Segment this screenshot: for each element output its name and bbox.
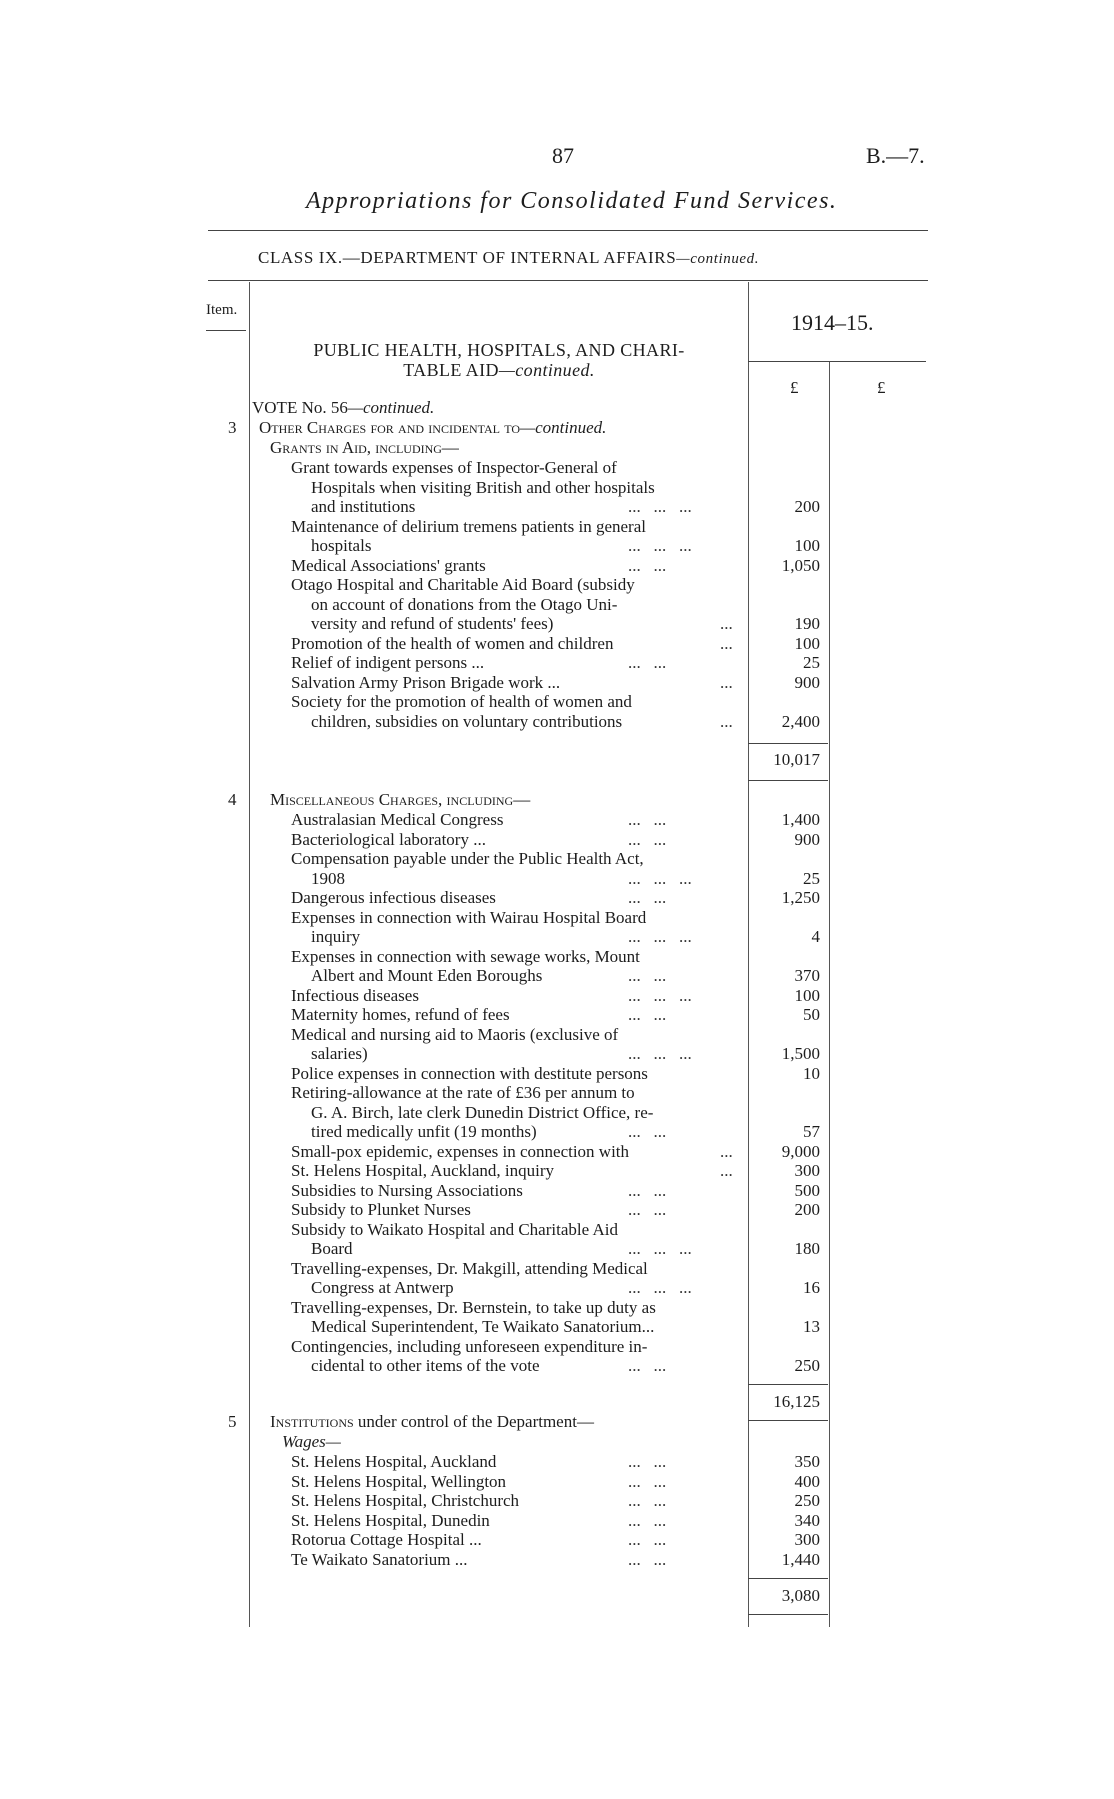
line-amount: 900 bbox=[794, 829, 820, 849]
line-description: Society for the promotion of health of women and bbox=[291, 692, 632, 711]
line-description: St. Helens Hospital, Auckland bbox=[291, 1452, 497, 1471]
list-item bbox=[0, 517, 1114, 537]
leader-dots: ... ... bbox=[628, 653, 667, 672]
line-amount: 50 bbox=[803, 1005, 820, 1024]
item5-heading-rest: under control of the Department— bbox=[353, 1412, 594, 1431]
list-item bbox=[0, 1220, 1114, 1240]
line-description: Promotion of the health of women and children bbox=[291, 633, 614, 653]
leader-dots: ... ... ... bbox=[628, 985, 692, 1005]
line-description: Travelling-expenses, Dr. Makgill, attending Medical bbox=[291, 1258, 648, 1278]
line-description: and institutions bbox=[311, 497, 416, 516]
list-item bbox=[0, 1025, 1114, 1045]
line-description: Compensation payable under the Public Health Act, bbox=[291, 849, 644, 868]
class-heading bbox=[258, 248, 759, 268]
year-header: 1914–15. bbox=[791, 310, 874, 335]
section-title-line2-text: TABLE AID bbox=[403, 360, 499, 380]
item5-total-rule-bottom bbox=[748, 1614, 828, 1615]
class-rule bbox=[208, 280, 928, 281]
item-number-4: 4 bbox=[228, 790, 237, 809]
leader-dots: ... ... bbox=[628, 888, 667, 907]
item3-subheading: Grants in Aid, including— bbox=[270, 438, 459, 457]
line-amount: 300 bbox=[794, 1530, 820, 1549]
line-description: on account of donations from the Otago Uni- bbox=[311, 594, 618, 614]
leader-dots: ... ... bbox=[628, 810, 667, 829]
line-amount: 57 bbox=[803, 1122, 820, 1141]
list-item bbox=[0, 888, 1114, 908]
leader-dots: ... ... bbox=[628, 966, 667, 985]
item3-total: 10,017 bbox=[773, 750, 820, 769]
leader-dots: ... ... bbox=[628, 1491, 667, 1510]
list-item bbox=[0, 1044, 1114, 1064]
list-item bbox=[0, 849, 1114, 869]
line-description: salaries) bbox=[311, 1044, 368, 1063]
line-amount: 1,250 bbox=[781, 888, 820, 907]
item4-heading: Miscellaneous Charges, including— bbox=[270, 790, 531, 809]
line-description: Expenses in connection with Wairau Hospital Board bbox=[291, 907, 647, 927]
item-number-5: 5 bbox=[228, 1412, 237, 1431]
leader-dots: ... ... bbox=[628, 1180, 667, 1200]
leader-dots: ... ... bbox=[628, 1452, 667, 1471]
line-amount: 1,400 bbox=[781, 810, 820, 829]
list-item bbox=[0, 458, 1114, 478]
list-item bbox=[0, 1064, 1114, 1084]
line-amount: 370 bbox=[794, 966, 820, 985]
line-description: Maternity homes, refund of fees bbox=[291, 1005, 510, 1024]
line-description: G. A. Birch, late clerk Dunedin District Office, re- bbox=[311, 1102, 654, 1122]
line-description: Hospitals when visiting British and other hospitals bbox=[311, 477, 655, 497]
line-description: St. Helens Hospital, Dunedin bbox=[291, 1510, 490, 1530]
list-item bbox=[0, 1161, 1114, 1181]
list-item bbox=[0, 908, 1114, 928]
item4-total-rule-top bbox=[748, 1384, 828, 1385]
list-item bbox=[0, 810, 1114, 830]
list-item bbox=[0, 1083, 1114, 1103]
class-heading-continued: —continued. bbox=[676, 251, 760, 267]
list-item bbox=[0, 478, 1114, 498]
line-amount: 13 bbox=[803, 1317, 820, 1336]
line-description: Police expenses in connection with destitute persons bbox=[291, 1063, 648, 1083]
class-heading-text: CLASS IX.—DEPARTMENT OF INTERNAL AFFAIRS bbox=[258, 248, 677, 267]
list-item bbox=[0, 947, 1114, 967]
line-description: Otago Hospital and Charitable Aid Board (subsidy bbox=[291, 575, 635, 594]
list-item bbox=[0, 556, 1114, 576]
line-amount: 1,500 bbox=[781, 1044, 820, 1063]
list-item bbox=[0, 1103, 1114, 1123]
list-item bbox=[0, 1122, 1114, 1142]
line-description: Expenses in connection with sewage works, Mount bbox=[291, 946, 640, 966]
line-amount: 4 bbox=[811, 927, 820, 946]
line-amount: 300 bbox=[794, 1161, 820, 1180]
line-description: St. Helens Hospital, Auckland, inquiry bbox=[291, 1161, 555, 1180]
list-item bbox=[0, 966, 1114, 986]
leader-dots: ... ... bbox=[628, 1530, 667, 1549]
list-item bbox=[0, 1239, 1114, 1259]
leader-dots: ... ... ... bbox=[628, 1239, 692, 1258]
list-item bbox=[0, 634, 1114, 654]
line-amount: 1,440 bbox=[781, 1549, 820, 1569]
line-description: Medical Superintendent, Te Waikato Sanatorium... bbox=[311, 1317, 655, 1336]
leader-dots: ... bbox=[720, 1161, 733, 1180]
line-amount: 25 bbox=[803, 653, 820, 672]
leader-dots: ... ... ... bbox=[628, 1278, 692, 1297]
list-item bbox=[0, 497, 1114, 517]
list-item bbox=[0, 536, 1114, 556]
line-description: cidental to other items of the vote bbox=[311, 1356, 540, 1375]
list-item bbox=[0, 595, 1114, 615]
line-amount: 350 bbox=[794, 1452, 820, 1471]
line-amount: 100 bbox=[794, 633, 820, 653]
item-column-header: Item. bbox=[206, 302, 238, 318]
line-amount: 500 bbox=[794, 1180, 820, 1200]
line-amount: 190 bbox=[794, 614, 820, 633]
vote-number-text: VOTE No. 56 bbox=[252, 398, 348, 417]
page-number: 87 bbox=[552, 143, 574, 168]
section-title-line1: PUBLIC HEALTH, HOSPITALS, AND CHARI- bbox=[313, 340, 685, 360]
line-amount: 100 bbox=[794, 985, 820, 1005]
pound-sign-left: £ bbox=[790, 378, 799, 397]
list-item bbox=[0, 869, 1114, 889]
list-item bbox=[0, 575, 1114, 595]
list-item bbox=[0, 830, 1114, 850]
line-description: Contingencies, including unforeseen expenditure in- bbox=[291, 1336, 648, 1356]
list-item bbox=[0, 927, 1114, 947]
leader-dots: ... ... bbox=[628, 829, 667, 849]
item5-heading bbox=[270, 1412, 594, 1432]
section-title-continued: —continued. bbox=[498, 360, 595, 380]
leader-dots: ... bbox=[720, 614, 733, 633]
line-description: inquiry bbox=[311, 927, 361, 946]
line-description: children, subsidies on voluntary contributions bbox=[311, 711, 623, 731]
line-amount: 400 bbox=[794, 1471, 820, 1491]
leader-dots: ... bbox=[720, 711, 733, 731]
leader-dots: ... ... bbox=[628, 1122, 667, 1141]
list-item bbox=[0, 1491, 1114, 1511]
line-description: Subsidies to Nursing Associations bbox=[291, 1180, 523, 1200]
leader-dots: ... ... bbox=[628, 1510, 667, 1530]
line-description: Travelling-expenses, Dr. Bernstein, to take up duty as bbox=[291, 1297, 656, 1317]
list-item bbox=[0, 1356, 1114, 1376]
item3-total-rule-top bbox=[748, 743, 828, 744]
line-amount: 9,000 bbox=[781, 1141, 820, 1161]
list-item bbox=[0, 692, 1114, 712]
line-amount: 250 bbox=[794, 1356, 820, 1375]
line-amount: 340 bbox=[794, 1510, 820, 1530]
vote-continued: —continued. bbox=[347, 398, 435, 417]
year-header-rule bbox=[748, 361, 926, 362]
line-description: Subsidy to Plunket Nurses bbox=[291, 1200, 471, 1219]
item4-total: 16,125 bbox=[773, 1392, 820, 1411]
line-amount: 25 bbox=[803, 868, 820, 888]
page-title: Appropriations for Consolidated Fund Services. bbox=[306, 188, 838, 214]
item3-heading-continued: —continued. bbox=[520, 418, 607, 437]
line-description: Maintenance of delirium tremens patients in general bbox=[291, 516, 646, 536]
line-description: Retiring-allowance at the rate of £36 per annum to bbox=[291, 1083, 635, 1102]
item3-heading-text: Other Charges for and incidental to bbox=[259, 418, 521, 437]
list-item bbox=[0, 1259, 1114, 1279]
vote-number bbox=[252, 398, 434, 418]
leader-dots: ... bbox=[720, 633, 733, 653]
item-header-rule bbox=[206, 330, 246, 331]
leader-dots: ... ... ... bbox=[628, 927, 692, 946]
line-amount: 200 bbox=[794, 1200, 820, 1219]
title-rule bbox=[208, 230, 928, 231]
line-description: Congress at Antwerp bbox=[311, 1278, 454, 1297]
line-amount: 16 bbox=[803, 1278, 820, 1297]
list-item bbox=[0, 1181, 1114, 1201]
leader-dots: ... ... bbox=[628, 1549, 667, 1569]
leader-dots: ... ... bbox=[628, 1005, 667, 1024]
line-description: Salvation Army Prison Brigade work ... bbox=[291, 672, 561, 692]
list-item bbox=[0, 1530, 1114, 1550]
line-amount: 900 bbox=[794, 672, 820, 692]
leader-dots: ... bbox=[720, 672, 733, 692]
line-description: Medical and nursing aid to Maoris (exclusive of bbox=[291, 1024, 619, 1044]
line-description: Medical Associations' grants bbox=[291, 555, 486, 575]
line-amount: 2,400 bbox=[781, 711, 820, 731]
line-description: Rotorua Cottage Hospital ... bbox=[291, 1530, 482, 1549]
item5-total: 3,080 bbox=[781, 1586, 820, 1605]
list-item bbox=[0, 673, 1114, 693]
line-amount: 100 bbox=[794, 536, 820, 555]
document-reference: B.—7. bbox=[866, 143, 925, 168]
line-description: Infectious diseases bbox=[291, 985, 419, 1005]
item4-total-rule-bottom bbox=[748, 1420, 828, 1421]
line-amount: 1,050 bbox=[781, 555, 820, 575]
pound-sign-right: £ bbox=[877, 378, 886, 397]
leader-dots: ... ... bbox=[628, 555, 667, 575]
leader-dots: ... bbox=[720, 1141, 733, 1161]
line-description: Relief of indigent persons ... bbox=[291, 653, 485, 672]
list-item bbox=[0, 1337, 1114, 1357]
line-description: 1908 bbox=[311, 868, 345, 888]
leader-dots: ... ... bbox=[628, 1471, 667, 1491]
line-description: Te Waikato Sanatorium ... bbox=[291, 1549, 468, 1569]
line-description: hospitals bbox=[311, 536, 372, 555]
list-item bbox=[0, 986, 1114, 1006]
item5-total-rule-top bbox=[748, 1578, 828, 1579]
leader-dots: ... ... ... bbox=[628, 868, 692, 888]
section-title-line2 bbox=[252, 360, 746, 380]
list-item bbox=[0, 712, 1114, 732]
leader-dots: ... ... bbox=[628, 1200, 667, 1219]
line-description: Bacteriological laboratory ... bbox=[291, 829, 486, 849]
line-description: Board bbox=[311, 1239, 353, 1258]
line-amount: 180 bbox=[794, 1239, 820, 1258]
list-item bbox=[0, 1472, 1114, 1492]
leader-dots: ... ... ... bbox=[628, 1044, 692, 1063]
list-item bbox=[0, 1298, 1114, 1318]
item5-subheading: Wages— bbox=[282, 1432, 341, 1451]
line-description: tired medically unfit (19 months) bbox=[311, 1122, 537, 1141]
list-item bbox=[0, 1278, 1114, 1298]
list-item bbox=[0, 1200, 1114, 1220]
item-number-3: 3 bbox=[228, 418, 237, 437]
leader-dots: ... ... ... bbox=[628, 497, 692, 516]
item3-total-rule-bottom bbox=[748, 780, 828, 781]
leader-dots: ... ... bbox=[628, 1356, 667, 1375]
line-amount: 200 bbox=[794, 497, 820, 516]
list-item bbox=[0, 1452, 1114, 1472]
list-item bbox=[0, 1005, 1114, 1025]
list-item bbox=[0, 653, 1114, 673]
line-description: Australasian Medical Congress bbox=[291, 810, 504, 829]
item3-heading bbox=[259, 418, 606, 438]
list-item bbox=[0, 614, 1114, 634]
line-description: St. Helens Hospital, Christchurch bbox=[291, 1491, 520, 1510]
line-description: St. Helens Hospital, Wellington bbox=[291, 1471, 507, 1491]
list-item bbox=[0, 1550, 1114, 1570]
line-description: Grant towards expenses of Inspector-General of bbox=[291, 458, 617, 477]
section-title bbox=[252, 340, 746, 380]
line-description: Subsidy to Waikato Hospital and Charitable Aid bbox=[291, 1219, 618, 1239]
list-item bbox=[0, 1511, 1114, 1531]
line-description: Albert and Mount Eden Boroughs bbox=[311, 966, 543, 985]
item5-heading-text: Institutions bbox=[270, 1412, 354, 1431]
list-item bbox=[0, 1317, 1114, 1337]
line-description: versity and refund of students' fees) bbox=[311, 614, 554, 633]
leader-dots: ... ... ... bbox=[628, 536, 692, 555]
line-description: Dangerous infectious diseases bbox=[291, 888, 496, 907]
line-description: Small-pox epidemic, expenses in connection with bbox=[291, 1141, 630, 1161]
line-amount: 10 bbox=[803, 1063, 820, 1083]
line-amount: 250 bbox=[794, 1491, 820, 1510]
list-item bbox=[0, 1142, 1114, 1162]
